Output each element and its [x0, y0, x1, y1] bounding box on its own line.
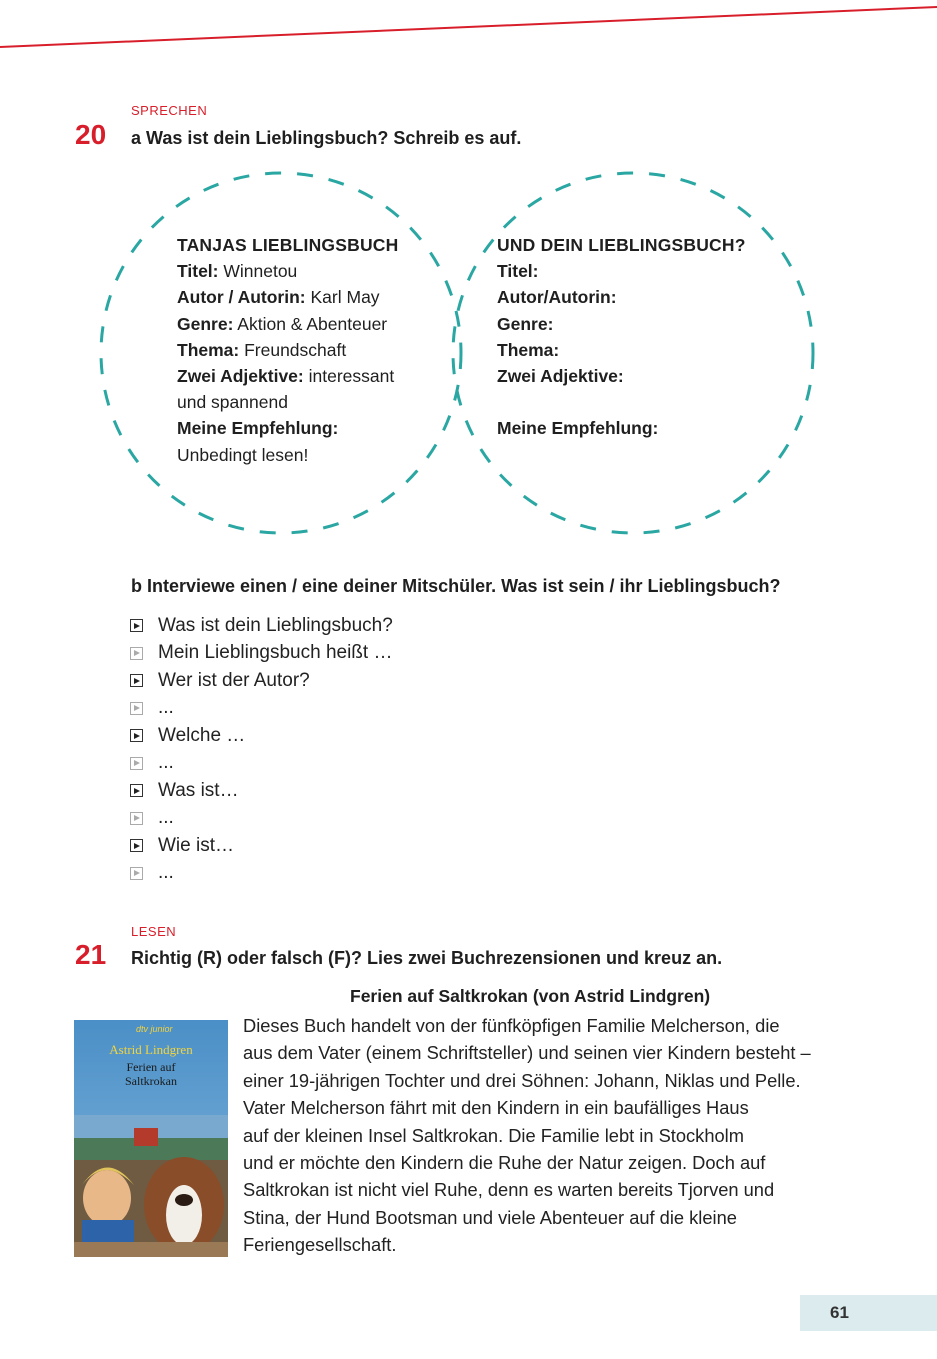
dialogue-list — [130, 612, 650, 887]
theme-label: Thema: — [497, 339, 560, 360]
play-icon — [130, 757, 143, 770]
play-icon — [130, 839, 143, 852]
dialogue-item: Mein Lieblingsbuch heißt … — [130, 640, 650, 668]
adjectives-value-2: und spannend — [177, 392, 288, 413]
genre-value: Aktion & Abenteuer — [233, 313, 388, 334]
play-icon — [130, 619, 143, 632]
task-21-instruction: Richtig (R) oder falsch (F)? Lies zwei Buchrezensionen und kreuz an. — [131, 948, 723, 968]
play-icon — [130, 729, 143, 742]
play-icon — [130, 674, 143, 687]
title-label: Titel: — [497, 261, 539, 282]
dialogue-item: ... — [130, 860, 650, 888]
dialogue-item: Wer ist der Autor? — [130, 667, 650, 695]
tanjas-book-card — [177, 232, 398, 468]
task-20b-instruction: b Interviewe einen / eine deiner Mitschüler. Was ist sein / ihr Lieblingsbuch? — [131, 576, 781, 596]
page-number-tab — [800, 1295, 937, 1331]
dialogue-item: ... — [130, 805, 650, 833]
author-label: Autor / Autorin: — [177, 287, 306, 308]
title-value: Winnetou — [218, 261, 298, 282]
card-heading: UND DEIN LIEBLINGSBUCH? — [497, 235, 746, 255]
cover-badge: dtv junior — [136, 1024, 173, 1034]
section-label-reading: LESEN — [131, 924, 177, 939]
dialogue-item: ... — [130, 695, 650, 723]
recommendation-label: Meine Empfehlung: — [497, 418, 659, 439]
title-label: Titel: — [177, 261, 219, 282]
dialogue-item: ... — [130, 750, 650, 778]
book-review-text: Dieses Buch handelt von der fünfköpfigen Familie Melcherson, die aus dem Vater (einem Schriftsteller) und seinen vier Kindern besteht – einer 19-jährigen Tochter und drei Söhnen: Johann, Niklas und Pelle. Vater Melcherson fährt mit den Kindern in ein baufälliges Haus auf der kleinen Insel Saltkrokan. Die Familie lebt in Stockholm und er möchte den Kindern die Ruhe der Natur zeigen. Doch auf Saltkrokan ist nicht viel Ruhe, denn es warten bereits Tjorven und Stina, der Hund Bootsman und viele Abenteuer auf die kleine Feriengesellschaft. — [243, 1015, 811, 1256]
section-label-speaking: SPRECHEN — [131, 103, 208, 118]
play-icon — [130, 702, 143, 715]
cover-author: Astrid Lindgren — [109, 1042, 193, 1057]
adjectives-label: Zwei Adjektive: — [497, 366, 624, 387]
adjectives-label: Zwei Adjektive: — [177, 366, 304, 387]
header-rule — [0, 0, 937, 60]
adjectives-value-1: interessant — [303, 366, 395, 387]
recommendation-value: Unbedingt lesen! — [177, 444, 309, 465]
your-book-card — [497, 232, 746, 442]
task-20a-instruction: a Was ist dein Lieblingsbuch? Schreib es auf. — [131, 128, 522, 148]
book-cover-image — [74, 1020, 228, 1257]
card-heading: TANJAS LIEBLINGSBUCH — [177, 235, 399, 255]
dialogue-item: Was ist… — [130, 777, 650, 805]
play-icon — [130, 647, 143, 660]
cover-title-2: Saltkrokan — [125, 1074, 177, 1088]
author-value: Karl May — [305, 287, 380, 308]
play-icon — [130, 812, 143, 825]
task-number-20: 20 — [75, 119, 107, 150]
theme-value: Freundschaft — [239, 339, 347, 360]
dialogue-item: Wie ist… — [130, 832, 650, 860]
recommendation-label: Meine Empfehlung: — [177, 418, 339, 439]
theme-label: Thema: — [177, 339, 240, 360]
genre-label: Genre: — [497, 313, 554, 334]
cover-title-1: Ferien auf — [126, 1060, 176, 1074]
play-icon — [130, 784, 143, 797]
dialogue-item: Was ist dein Lieblingsbuch? — [130, 612, 650, 640]
dialogue-item: Welche … — [130, 722, 650, 750]
venn-circles — [0, 150, 937, 560]
page-number: 61 — [830, 1303, 849, 1322]
play-icon — [130, 867, 143, 880]
genre-label: Genre: — [177, 313, 234, 334]
task-number-21: 21 — [75, 939, 107, 970]
book-review-title: Ferien auf Saltkrokan (von Astrid Lindgren) — [350, 986, 711, 1006]
author-label: Autor/Autorin: — [497, 287, 617, 308]
